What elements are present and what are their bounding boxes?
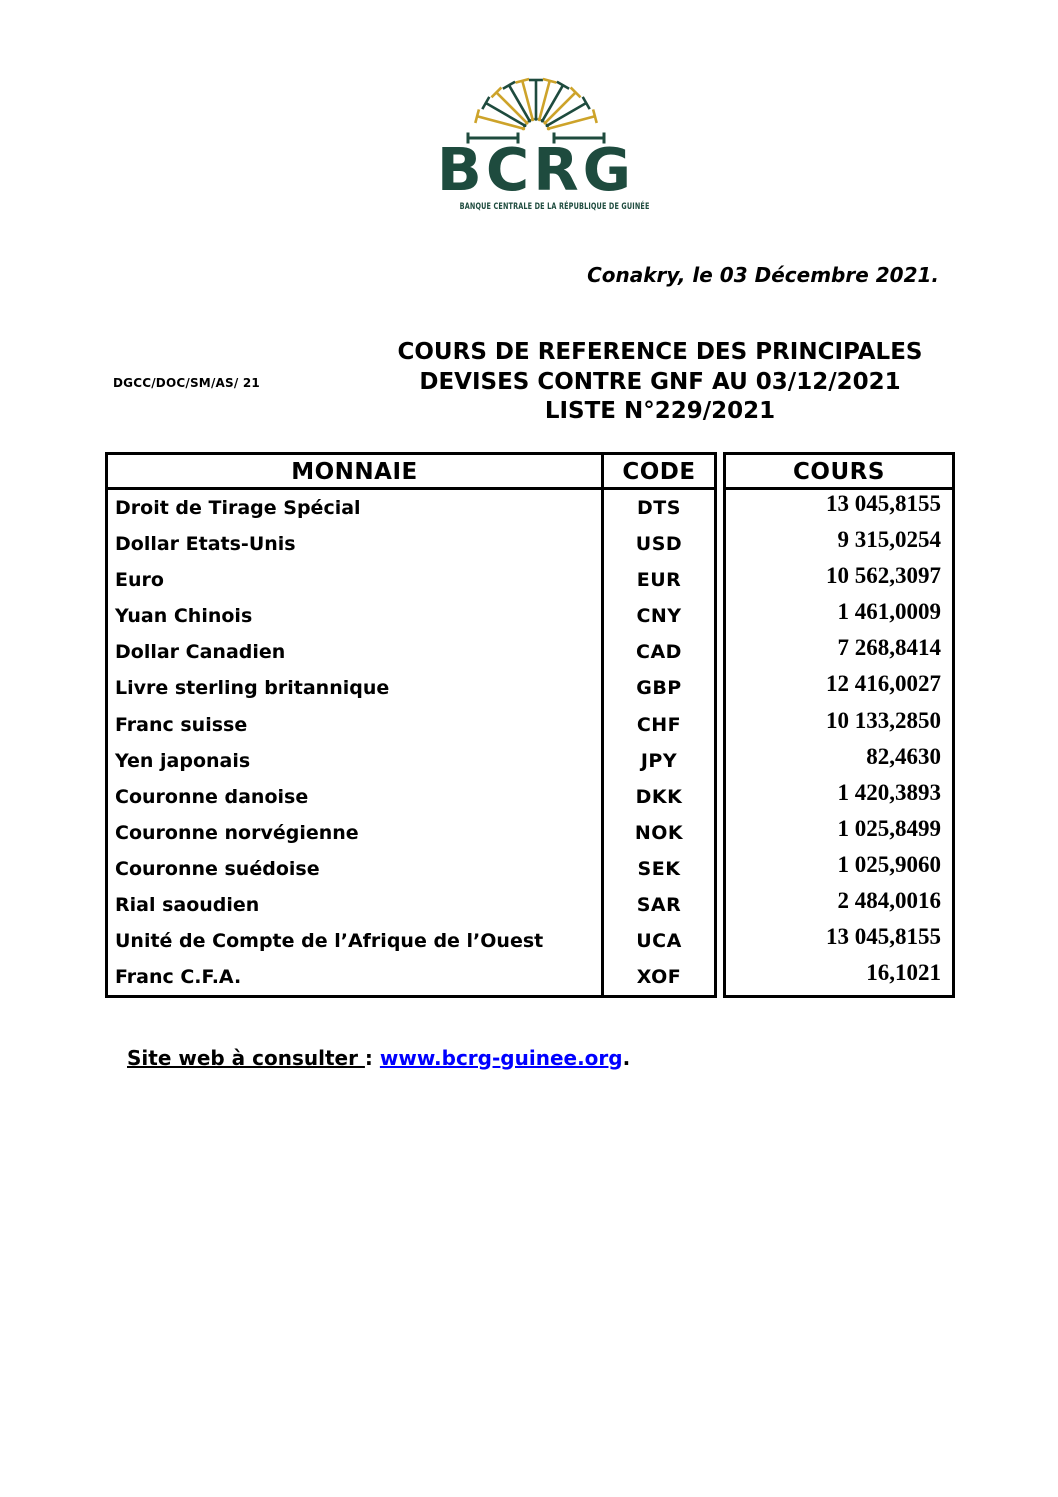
table-cell-monnaie: Euro xyxy=(115,569,164,592)
header-cours: COURS xyxy=(726,455,952,490)
date-line: Conakry, le 03 Décembre 2021. xyxy=(587,263,939,287)
table-cell-monnaie: Droit de Tirage Spécial xyxy=(115,497,361,520)
cells-cours xyxy=(726,490,952,995)
table-cell-cours: 1 025,9060 xyxy=(837,851,941,877)
table-cell-cours: 12 416,0027 xyxy=(826,671,941,697)
table-cell-code: CAD xyxy=(636,641,682,664)
table-cell-code: DTS xyxy=(637,497,681,520)
table-cell-monnaie: Yen japonais xyxy=(115,749,251,772)
header-monnaie: MONNAIE xyxy=(108,455,601,490)
table-cell-cours: 1 025,8499 xyxy=(837,815,941,841)
table-cell-cours: 9 315,0254 xyxy=(837,527,941,553)
table-cell-code: CNY xyxy=(636,605,682,628)
table-cell-code: SEK xyxy=(637,857,681,880)
header-code: CODE xyxy=(604,455,714,490)
logo-acronym: BCRG xyxy=(436,135,636,204)
title-line-1: COURS DE REFERENCE DES PRINCIPALES xyxy=(397,339,923,365)
table-cell-monnaie: Dollar Etats-Unis xyxy=(115,533,296,556)
table-cell-cours: 2 484,0016 xyxy=(837,887,941,913)
table-cell-monnaie: Unité de Compte de l’Afrique de l’Ouest xyxy=(115,929,544,952)
table-cell-code: CHF xyxy=(636,713,682,736)
table-cell-code: XOF xyxy=(636,966,682,989)
exchange-rate-table xyxy=(105,452,955,998)
table-cell-code: USD xyxy=(635,533,683,556)
table-cell-cours: 10 133,2850 xyxy=(826,707,941,733)
table-cell-monnaie: Couronne danoise xyxy=(115,785,309,808)
table-cell-code: UCA xyxy=(636,929,682,952)
table-cell-code: DKK xyxy=(635,785,683,808)
document-title xyxy=(355,338,965,427)
website-line xyxy=(127,1046,630,1070)
table-cell-code: EUR xyxy=(636,569,682,592)
column-code xyxy=(601,452,717,998)
table-cell-monnaie: Livre sterling britannique xyxy=(115,677,390,700)
table-cell-cours: 13 045,8155 xyxy=(826,491,941,517)
website-link[interactable]: www.bcrg-guinee.org xyxy=(379,1046,623,1070)
table-cell-code: SAR xyxy=(636,893,682,916)
reference-code: DGCC/DOC/SM/AS/ 21 xyxy=(113,376,260,390)
table-cell-code: GBP xyxy=(636,677,682,700)
table-cell-cours: 82,4630 xyxy=(866,743,941,769)
table-cell-monnaie: Couronne norvégienne xyxy=(115,821,359,844)
table-cell-code: NOK xyxy=(634,821,684,844)
table-cell-cours: 1 461,0009 xyxy=(837,599,941,625)
title-line-2: DEVISES CONTRE GNF AU 03/12/2021 xyxy=(419,368,901,395)
table-cell-cours: 7 268,8414 xyxy=(837,635,941,661)
cells-monnaie xyxy=(108,490,601,995)
column-cours xyxy=(723,452,955,998)
table-cell-cours: 10 562,3097 xyxy=(826,563,941,589)
table-cell-monnaie: Couronne suédoise xyxy=(115,857,320,880)
website-label: Site web à consulter xyxy=(127,1046,365,1070)
website-separator: : xyxy=(364,1046,380,1070)
table-cell-code: JPY xyxy=(640,749,678,772)
title-line-3: LISTE N°229/2021 xyxy=(544,398,776,424)
table-cell-monnaie: Dollar Canadien xyxy=(115,641,286,664)
logo-subtitle: BANQUE CENTRALE DE LA RÉPUBLIQUE DE GUINÉE xyxy=(459,202,650,212)
table-cell-cours: 16,1021 xyxy=(866,960,941,986)
table-cell-cours: 1 420,3893 xyxy=(837,779,941,805)
table-cell-cours: 13 045,8155 xyxy=(826,923,941,949)
table-cell-monnaie: Yuan Chinois xyxy=(115,605,253,628)
table-cell-monnaie: Franc C.F.A. xyxy=(115,966,242,989)
bcrg-logo xyxy=(430,66,650,212)
website-period: . xyxy=(622,1046,631,1070)
table-cell-monnaie: Franc suisse xyxy=(115,713,248,736)
column-monnaie xyxy=(105,452,604,998)
table-cell-monnaie: Rial saoudien xyxy=(115,893,260,916)
cells-code xyxy=(604,490,714,995)
sunrise-rays-icon xyxy=(465,66,607,146)
